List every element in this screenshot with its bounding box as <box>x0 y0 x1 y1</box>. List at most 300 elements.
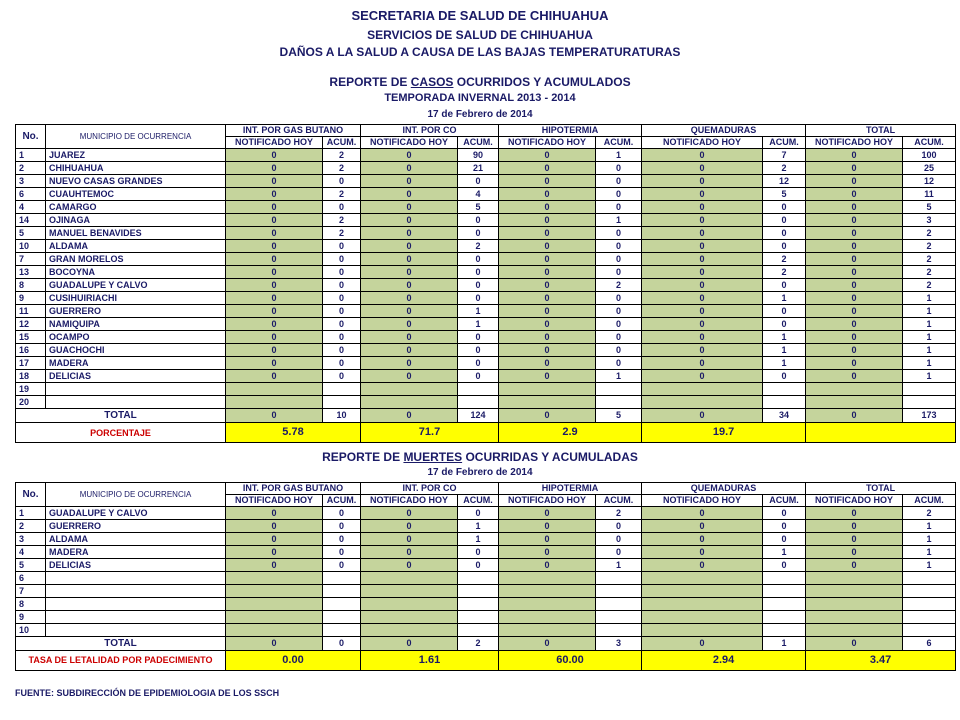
row-value: 0 <box>499 520 596 533</box>
row-value: 0 <box>323 305 361 318</box>
row-number: 1 <box>16 507 46 520</box>
row-value: 25 <box>903 162 956 175</box>
row-value: 0 <box>806 162 903 175</box>
row-value: 0 <box>499 188 596 201</box>
row-value: 0 <box>323 318 361 331</box>
row-value: 0 <box>226 507 323 520</box>
casos-table <box>15 124 956 443</box>
row-value: 2 <box>763 253 806 266</box>
tasa-value: 60.00 <box>499 651 642 671</box>
row-value: 0 <box>642 546 763 559</box>
row-value: 0 <box>499 279 596 292</box>
row-number: 7 <box>16 585 46 598</box>
row-value <box>806 598 903 611</box>
col-group-header: TOTAL <box>806 125 956 137</box>
row-municipio: ALDAMA <box>46 533 226 546</box>
row-value: 0 <box>806 344 903 357</box>
row-value <box>361 624 458 637</box>
row-value: 1 <box>903 318 956 331</box>
row-value: 0 <box>596 318 642 331</box>
row-value <box>763 598 806 611</box>
total-value: 0 <box>806 637 903 651</box>
row-value: 0 <box>226 188 323 201</box>
table-row <box>16 162 956 175</box>
header-row <box>16 483 956 495</box>
total-value: 0 <box>361 637 458 651</box>
row-value: 0 <box>361 507 458 520</box>
row-value: 0 <box>226 331 323 344</box>
row-value: 0 <box>361 357 458 370</box>
row-value: 100 <box>903 149 956 162</box>
row-value: 0 <box>226 240 323 253</box>
row-value: 0 <box>226 370 323 383</box>
total-value: 173 <box>903 409 956 423</box>
row-municipio: DELICIAS <box>46 370 226 383</box>
row-value: 12 <box>903 175 956 188</box>
row-value: 0 <box>323 520 361 533</box>
total-value: 10 <box>323 409 361 423</box>
row-value: 0 <box>226 149 323 162</box>
row-value: 2 <box>323 227 361 240</box>
total-value: 0 <box>642 637 763 651</box>
porcentaje-value: 71.7 <box>361 423 499 443</box>
table-row <box>16 331 956 344</box>
row-value: 0 <box>763 318 806 331</box>
row-value: 0 <box>361 214 458 227</box>
row-value <box>226 585 323 598</box>
row-value: 0 <box>806 279 903 292</box>
row-value: 0 <box>226 318 323 331</box>
row-value <box>642 585 763 598</box>
row-value <box>596 611 642 624</box>
col-acum-header: ACUM. <box>323 137 361 149</box>
row-value <box>596 598 642 611</box>
row-number: 7 <box>16 253 46 266</box>
row-value: 1 <box>763 292 806 305</box>
total-value: 0 <box>226 409 323 423</box>
col-notificado-header: NOTIFICADO HOY <box>806 495 903 507</box>
row-municipio: GUERRERO <box>46 305 226 318</box>
row-value: 0 <box>226 292 323 305</box>
row-value: 0 <box>596 344 642 357</box>
row-value <box>903 585 956 598</box>
row-value: 4 <box>458 188 499 201</box>
col-acum-header: ACUM. <box>596 495 642 507</box>
row-value <box>596 396 642 409</box>
row-number: 4 <box>16 546 46 559</box>
row-number: 15 <box>16 331 46 344</box>
col-group-header: HIPOTERMIA <box>499 125 642 137</box>
table-row <box>16 266 956 279</box>
col-notificado-header: NOTIFICADO HOY <box>226 495 323 507</box>
row-value <box>361 611 458 624</box>
total-value: 0 <box>361 409 458 423</box>
row-municipio: ALDAMA <box>46 240 226 253</box>
row-value <box>361 572 458 585</box>
row-number: 3 <box>16 533 46 546</box>
row-value: 2 <box>323 214 361 227</box>
row-value: 0 <box>323 357 361 370</box>
row-value <box>806 585 903 598</box>
row-value <box>323 585 361 598</box>
row-value: 0 <box>763 305 806 318</box>
table-row <box>16 344 956 357</box>
row-value <box>596 585 642 598</box>
row-municipio: CUAUHTEMOC <box>46 188 226 201</box>
row-value <box>806 611 903 624</box>
row-value: 1 <box>903 344 956 357</box>
table-row <box>16 175 956 188</box>
row-value: 0 <box>226 201 323 214</box>
row-value: 0 <box>642 370 763 383</box>
row-value: 2 <box>903 227 956 240</box>
row-municipio: MANUEL BENAVIDES <box>46 227 226 240</box>
col-group-header: INT. POR CO <box>361 125 499 137</box>
row-value: 0 <box>642 227 763 240</box>
row-municipio: CHIHUAHUA <box>46 162 226 175</box>
row-value: 0 <box>806 149 903 162</box>
row-number: 3 <box>16 175 46 188</box>
row-value: 0 <box>226 253 323 266</box>
row-value: 0 <box>499 357 596 370</box>
table-row <box>16 624 956 637</box>
row-value: 0 <box>361 175 458 188</box>
row-value: 0 <box>642 279 763 292</box>
row-value: 0 <box>596 546 642 559</box>
table-row <box>16 383 956 396</box>
row-value: 0 <box>806 507 903 520</box>
row-value <box>226 598 323 611</box>
row-value: 0 <box>361 201 458 214</box>
row-value: 0 <box>596 201 642 214</box>
col-acum-header: ACUM. <box>323 495 361 507</box>
row-value: 0 <box>596 162 642 175</box>
total-value: 124 <box>458 409 499 423</box>
row-value <box>499 383 596 396</box>
row-value: 0 <box>361 227 458 240</box>
row-value: 0 <box>226 162 323 175</box>
row-value: 0 <box>806 240 903 253</box>
row-value: 0 <box>323 546 361 559</box>
row-value <box>458 624 499 637</box>
table-row <box>16 370 956 383</box>
total-value: 6 <box>903 637 956 651</box>
row-value: 0 <box>642 507 763 520</box>
row-value: 1 <box>903 520 956 533</box>
row-value <box>226 572 323 585</box>
row-number: 10 <box>16 240 46 253</box>
row-value: 0 <box>499 240 596 253</box>
row-municipio <box>46 396 226 409</box>
row-value: 0 <box>361 240 458 253</box>
row-value <box>458 396 499 409</box>
row-value <box>499 598 596 611</box>
col-municipio-header: MUNICIPIO DE OCURRENCIA <box>46 483 226 507</box>
row-value <box>806 383 903 396</box>
row-number: 17 <box>16 357 46 370</box>
row-number: 9 <box>16 292 46 305</box>
muertes-date: 17 de Febrero de 2014 <box>427 467 533 478</box>
tasa-row <box>16 651 956 671</box>
row-value: 0 <box>458 546 499 559</box>
row-value: 0 <box>499 266 596 279</box>
row-number: 6 <box>16 572 46 585</box>
row-value: 0 <box>806 533 903 546</box>
row-value: 2 <box>903 253 956 266</box>
muertes-title: REPORTE DE MUERTES OCURRIDAS Y ACUMULADAS <box>322 450 638 464</box>
row-value <box>642 624 763 637</box>
row-value: 0 <box>499 318 596 331</box>
table-row <box>16 572 956 585</box>
row-value <box>806 624 903 637</box>
row-municipio <box>46 598 226 611</box>
row-value: 5 <box>763 188 806 201</box>
row-value: 0 <box>226 279 323 292</box>
row-municipio: MADERA <box>46 357 226 370</box>
row-value <box>763 611 806 624</box>
row-value <box>499 396 596 409</box>
row-value: 0 <box>361 370 458 383</box>
row-value: 0 <box>642 162 763 175</box>
row-value: 1 <box>903 292 956 305</box>
porcentaje-label: PORCENTAJE <box>16 423 226 443</box>
row-value: 0 <box>499 201 596 214</box>
row-value: 0 <box>499 559 596 572</box>
row-value: 0 <box>499 370 596 383</box>
row-value: 3 <box>903 214 956 227</box>
row-value: 0 <box>458 214 499 227</box>
row-value: 0 <box>642 201 763 214</box>
row-value: 2 <box>903 279 956 292</box>
total-value: 0 <box>806 409 903 423</box>
row-value: 0 <box>806 370 903 383</box>
row-value: 0 <box>361 344 458 357</box>
total-value: 34 <box>763 409 806 423</box>
row-municipio: GUACHOCHI <box>46 344 226 357</box>
row-value: 0 <box>323 507 361 520</box>
tasa-value: 2.94 <box>642 651 806 671</box>
row-value: 0 <box>642 305 763 318</box>
total-value: 3 <box>596 637 642 651</box>
row-value: 0 <box>806 292 903 305</box>
row-number: 9 <box>16 611 46 624</box>
row-value: 0 <box>499 344 596 357</box>
row-value: 0 <box>806 520 903 533</box>
row-value: 1 <box>903 559 956 572</box>
row-value: 0 <box>499 546 596 559</box>
col-acum-header: ACUM. <box>763 137 806 149</box>
row-value: 0 <box>458 266 499 279</box>
row-municipio: NAMIQUIPA <box>46 318 226 331</box>
row-value: 5 <box>458 201 499 214</box>
row-value: 0 <box>763 214 806 227</box>
row-value: 2 <box>903 507 956 520</box>
row-value: 2 <box>458 240 499 253</box>
row-value: 0 <box>806 331 903 344</box>
row-value: 0 <box>361 162 458 175</box>
row-value: 1 <box>596 214 642 227</box>
col-group-header: QUEMADURAS <box>642 125 806 137</box>
table-row <box>16 279 956 292</box>
row-value <box>323 611 361 624</box>
row-value: 0 <box>642 266 763 279</box>
row-value <box>458 572 499 585</box>
row-value <box>361 585 458 598</box>
row-value: 0 <box>763 227 806 240</box>
col-notificado-header: NOTIFICADO HOY <box>226 137 323 149</box>
row-value: 0 <box>361 533 458 546</box>
row-value: 0 <box>806 201 903 214</box>
row-number: 8 <box>16 279 46 292</box>
row-number: 2 <box>16 520 46 533</box>
row-value <box>361 598 458 611</box>
row-value <box>763 383 806 396</box>
row-number: 5 <box>16 227 46 240</box>
row-municipio <box>46 624 226 637</box>
row-value: 0 <box>642 559 763 572</box>
porcentaje-row <box>16 423 956 443</box>
row-value: 0 <box>596 240 642 253</box>
row-value: 1 <box>903 533 956 546</box>
row-value: 0 <box>458 253 499 266</box>
col-no-header: No. <box>16 483 46 507</box>
row-value: 1 <box>903 305 956 318</box>
table-row <box>16 533 956 546</box>
row-value: 0 <box>499 162 596 175</box>
total-value: 0 <box>499 409 596 423</box>
row-value <box>903 383 956 396</box>
col-notificado-header: NOTIFICADO HOY <box>806 137 903 149</box>
casos-date: 17 de Febrero de 2014 <box>427 109 533 120</box>
row-municipio: GRAN MORELOS <box>46 253 226 266</box>
table-row <box>16 214 956 227</box>
row-value <box>806 572 903 585</box>
table-row <box>16 149 956 162</box>
row-value: 2 <box>596 279 642 292</box>
row-value: 0 <box>806 357 903 370</box>
row-number: 14 <box>16 214 46 227</box>
row-value: 0 <box>596 266 642 279</box>
row-value: 0 <box>499 214 596 227</box>
tasa-label: TASA DE LETALIDAD POR PADECIMIENTO <box>16 651 226 671</box>
row-value <box>763 624 806 637</box>
row-value <box>458 585 499 598</box>
row-number: 8 <box>16 598 46 611</box>
muertes-table <box>15 482 956 671</box>
row-value: 0 <box>642 292 763 305</box>
row-value: 0 <box>361 331 458 344</box>
row-value: 0 <box>806 227 903 240</box>
row-value: 0 <box>642 533 763 546</box>
total-value: 0 <box>323 637 361 651</box>
row-value: 90 <box>458 149 499 162</box>
row-value: 1 <box>763 546 806 559</box>
row-value: 0 <box>499 292 596 305</box>
row-value: 0 <box>361 305 458 318</box>
row-value <box>806 396 903 409</box>
row-value <box>903 396 956 409</box>
row-value: 1 <box>596 559 642 572</box>
row-value: 0 <box>596 520 642 533</box>
row-value: 0 <box>361 318 458 331</box>
row-value <box>642 396 763 409</box>
row-value <box>499 611 596 624</box>
row-value: 0 <box>361 188 458 201</box>
row-value: 0 <box>642 214 763 227</box>
row-value: 0 <box>806 546 903 559</box>
row-value: 0 <box>323 344 361 357</box>
row-municipio: OCAMPO <box>46 331 226 344</box>
row-number: 6 <box>16 188 46 201</box>
row-value: 2 <box>763 266 806 279</box>
row-value: 0 <box>806 175 903 188</box>
row-value: 0 <box>226 344 323 357</box>
col-notificado-header: NOTIFICADO HOY <box>361 495 458 507</box>
row-value: 0 <box>499 253 596 266</box>
row-value: 0 <box>596 305 642 318</box>
row-value <box>596 572 642 585</box>
row-value: 0 <box>642 357 763 370</box>
row-value: 2 <box>323 162 361 175</box>
row-value: 0 <box>642 520 763 533</box>
total-value: 0 <box>499 637 596 651</box>
row-value: 0 <box>323 253 361 266</box>
row-value: 0 <box>642 188 763 201</box>
row-value: 0 <box>323 370 361 383</box>
col-notificado-header: NOTIFICADO HOY <box>642 495 763 507</box>
row-number: 12 <box>16 318 46 331</box>
row-municipio: GUADALUPE Y CALVO <box>46 279 226 292</box>
table-row <box>16 305 956 318</box>
row-value: 1 <box>458 305 499 318</box>
row-value <box>642 598 763 611</box>
tasa-value: 0.00 <box>226 651 361 671</box>
row-value: 1 <box>903 546 956 559</box>
row-value: 0 <box>642 344 763 357</box>
col-acum-header: ACUM. <box>596 137 642 149</box>
total-value: 0 <box>642 409 763 423</box>
row-value <box>763 396 806 409</box>
col-group-header: HIPOTERMIA <box>499 483 642 495</box>
row-value: 0 <box>596 188 642 201</box>
row-municipio: DELICIAS <box>46 559 226 572</box>
row-value: 0 <box>806 188 903 201</box>
row-value: 0 <box>226 266 323 279</box>
row-value: 0 <box>499 149 596 162</box>
row-value <box>642 611 763 624</box>
porcentaje-value <box>806 423 956 443</box>
row-value: 0 <box>226 546 323 559</box>
row-value: 0 <box>226 214 323 227</box>
row-value: 11 <box>903 188 956 201</box>
header-line-3: DAÑOS A LA SALUD A CAUSA DE LAS BAJAS TEMPERATURATURAS <box>279 45 681 59</box>
row-value: 0 <box>361 559 458 572</box>
row-value <box>323 396 361 409</box>
row-number: 5 <box>16 559 46 572</box>
row-value: 0 <box>458 370 499 383</box>
row-municipio: JUAREZ <box>46 149 226 162</box>
row-value: 0 <box>806 305 903 318</box>
row-value: 0 <box>763 507 806 520</box>
row-number: 2 <box>16 162 46 175</box>
row-value: 1 <box>458 318 499 331</box>
row-value: 0 <box>642 149 763 162</box>
header-line-1: SECRETARIA DE SALUD DE CHIHUAHUA <box>351 8 609 23</box>
col-notificado-header: NOTIFICADO HOY <box>642 137 763 149</box>
row-value: 0 <box>458 344 499 357</box>
row-value <box>458 611 499 624</box>
row-municipio: CUSIHUIRIACHI <box>46 292 226 305</box>
